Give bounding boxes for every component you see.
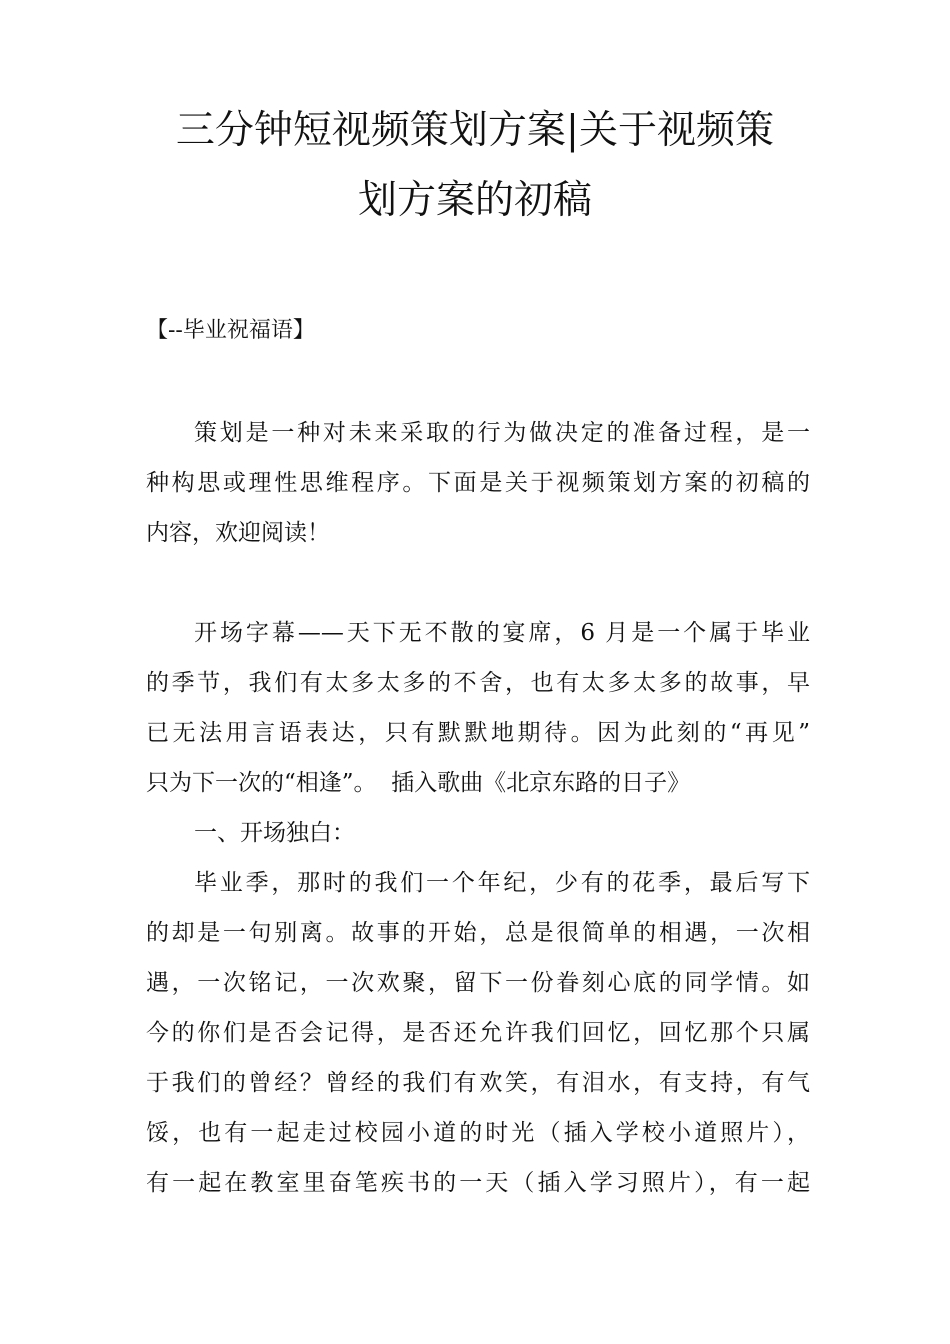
paragraph-line: 策划是一种对未来采取的行为做决定的准备过程，是一 [194, 420, 810, 446]
paragraph-line: 只为下一次的“相逢”。 插入歌曲《北京东路的日子》 [146, 770, 691, 796]
paragraph-line: 遇，一次铭记，一次欢聚，留下一份眷刻心底的同学情。如 [146, 970, 810, 996]
paragraph-line: 毕业季，那时的我们一个年纪，少有的花季，最后写下 [194, 870, 810, 896]
paragraph-line: 种构思或理性思维程序。下面是关于视频策划方案的初稿的 [146, 470, 810, 496]
paragraph-opening-caption [146, 608, 810, 808]
paragraph-line: 内容，欢迎阅读！ [146, 520, 330, 546]
paragraph-line: 有一起在教室里奋笔疾书的一天（插入学习照片），有一起 [146, 1170, 810, 1196]
document-title [140, 96, 810, 236]
title-line-2: 划方案的初稿 [357, 178, 592, 223]
paragraph-line: 的却是一句别离。故事的开始，总是很简单的相遇，一次相 [146, 920, 810, 946]
paragraph-line: 今的你们是否会记得，是否还允许我们回忆，回忆那个只属 [146, 1020, 810, 1046]
paragraph-line: 已无法用言语表达，只有默默地期待。因为此刻的“再见” [146, 720, 810, 746]
paragraph-line: 馁，也有一起走过校园小道的时光（插入学校小道照片）， [146, 1120, 810, 1146]
paragraph-monologue [146, 858, 810, 1208]
paragraph-intro [146, 408, 810, 558]
paragraph-line: 的季节，我们有太多太多的不舍，也有太多太多的故事，早 [146, 670, 810, 696]
section-heading-text: 一、开场独白： [194, 820, 355, 846]
section-heading [146, 808, 810, 858]
paragraph-line: 于我们的曾经？曾经的我们有欢笑，有泪水，有支持，有气 [146, 1070, 810, 1096]
category-tag: 【--毕业祝福语】 [146, 318, 315, 343]
title-line-1: 三分钟短视频策划方案|关于视频策 [175, 108, 775, 153]
paragraph-line: 开场字幕——天下无不散的宴席，6 月是一个属于毕业 [194, 620, 810, 646]
